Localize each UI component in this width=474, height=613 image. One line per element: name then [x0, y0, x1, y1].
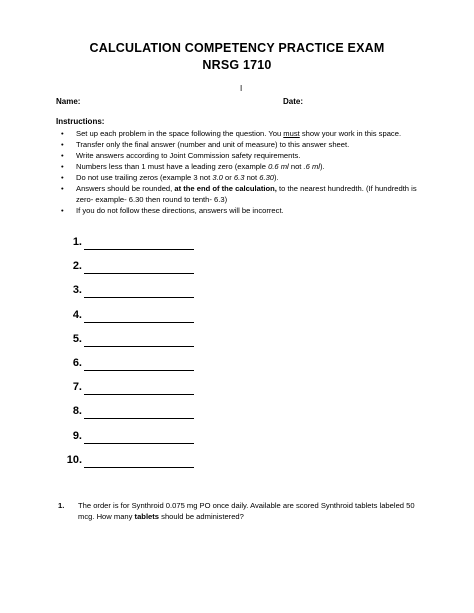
answer-number: 8. — [72, 405, 82, 418]
instruction-item — [56, 139, 432, 150]
text-run: 3.0 — [212, 173, 223, 182]
text-run: 0.6 ml — [268, 162, 289, 171]
text-run: must — [283, 129, 300, 138]
text-run: or — [222, 173, 234, 182]
answer-blank[interactable] — [84, 467, 194, 468]
exam-title: CALCULATION COMPETENCY PRACTICE EXAM — [89, 41, 385, 55]
instruction-item — [56, 128, 432, 139]
answer-blank[interactable] — [84, 297, 194, 298]
instruction-item — [56, 150, 432, 161]
answer-number: 1. — [72, 236, 82, 248]
answer-blank[interactable] — [84, 370, 194, 371]
instruction-item — [56, 205, 432, 216]
answer-blank[interactable] — [84, 346, 194, 347]
text-run: should be administered? — [159, 512, 244, 521]
text-run: The order is for Synthroid 0.075 mg PO once daily. Available are scored Synthroid tablets labeled 50 mcg. How many — [78, 501, 415, 521]
text-run: Do not use trailing zeros (example 3 not — [76, 173, 213, 182]
answer-blank[interactable] — [84, 443, 194, 444]
answer-number: 9. — [72, 429, 82, 442]
text-run: to the nearest hundredth. (If hundredth is zero- example- 6.30 then round to tenth- 6.3) — [76, 184, 417, 204]
answer-blank[interactable] — [84, 322, 194, 323]
text-run: Write answers according to Joint Commission safety requirements. — [76, 151, 301, 160]
text-run: .6 ml — [303, 162, 320, 171]
text-run: Answers should be rounded, — [76, 184, 175, 193]
text-cursor-mark: I — [240, 84, 243, 93]
text-run: ). — [320, 162, 325, 171]
course-code: NRSG 1710 — [202, 58, 272, 72]
text-run: Numbers less than 1 must have a leading zero (example — [76, 162, 269, 171]
answer-number: 5. — [72, 332, 82, 345]
text-run: not — [244, 173, 260, 182]
instruction-item — [56, 172, 432, 183]
text-run: ). — [274, 173, 279, 182]
text-run: 6.3 — [233, 173, 245, 182]
answer-number: 3. — [72, 284, 82, 297]
question-1 — [58, 500, 428, 522]
text-run: not — [288, 162, 304, 171]
answer-number: 7. — [72, 381, 82, 394]
instructions-list — [56, 128, 432, 216]
question-number: 1. — [58, 501, 65, 510]
text-run: If you do not follow these directions, answers will be incorrect. — [76, 206, 284, 215]
answer-number: 6. — [72, 357, 82, 369]
text-run: at the end of the calculation, — [174, 184, 277, 193]
instructions-title: Instructions: — [56, 117, 105, 126]
answer-blank[interactable] — [84, 394, 194, 395]
answer-blank[interactable] — [84, 418, 194, 419]
text-run: Transfer only the final answer (number and unit of measure) to this answer sheet. — [76, 140, 350, 149]
name-label: Name: — [56, 97, 81, 106]
answer-blank[interactable] — [84, 273, 194, 274]
text-run: tablets — [134, 512, 160, 521]
instruction-item — [56, 183, 432, 205]
text-run: 6.30 — [259, 173, 275, 182]
text-run: show your work in this space. — [299, 129, 402, 138]
answer-number: 10. — [66, 453, 82, 466]
answer-blank[interactable] — [84, 249, 194, 250]
answer-number: 2. — [72, 260, 82, 273]
date-label: Date: — [283, 97, 304, 106]
answer-number: 4. — [72, 308, 82, 321]
instruction-item — [56, 161, 432, 172]
question-text — [78, 500, 428, 522]
text-run: Set up each problem in the space following the question. You — [76, 129, 284, 138]
